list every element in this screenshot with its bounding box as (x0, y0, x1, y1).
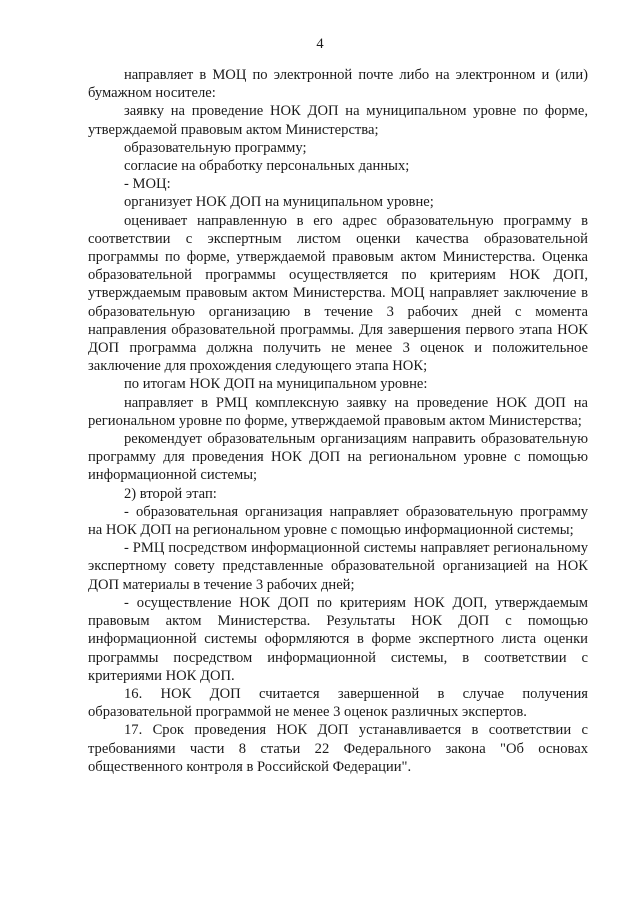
paragraph: - осуществление НОК ДОП по критериям НОК ДОП, утверждаемым правовым актом Министерства. Результаты НОК ДОП с помощью информационной системы оформляются в форме экспертного листа оценки программы посредством информационной системы, в соответствии с критериями НОК ДОП. (88, 594, 588, 684)
paragraph: оценивает направленную в его адрес образовательную программу в соответствии с экспертным листом оценки качества образовательной программы по форме, утверждаемой правовым актом Министерства. Оценка образовательной программы осуществляется по критериям НОК ДОП, утверждаемым правовым актом Министерства. МОЦ направляет заключение в образовательную организацию в течение 3 рабочих дней с момента направления образовательной программы. Для завершения первого этапа НОК ДОП программа должна получить не менее 3 оценок и положительное заключение для прохождения следующего этапа НОК; (88, 212, 588, 375)
paragraph: рекомендует образовательным организациям направить образовательную программу для проведения НОК ДОП на региональном уровне с помощью информационной системы; (88, 431, 588, 484)
document-body (88, 66, 588, 776)
paragraph: - образовательная организация направляет образовательную программу на НОК ДОП на региональном уровне с помощью информационной системы; (88, 503, 588, 539)
paragraph: 17. Срок проведения НОК ДОП устанавливается в соответствии с требованиями части 8 статьи 22 Федерального закона "Об основах общественного контроля в Российской Федерации". (88, 722, 588, 775)
paragraph: направляет в РМЦ комплексную заявку на проведение НОК ДОП на региональном уровне по форме, утверждаемой правовым актом Министерства; (88, 394, 588, 429)
paragraph: 16. НОК ДОП считается завершенной в случае получения образовательной программой не менее 3 оценок различных экспертов. (88, 685, 588, 721)
paragraph: организует НОК ДОП на муниципальном уровне; (124, 194, 434, 211)
paragraph: - РМЦ посредством информационной системы направляет региональному экспертному совету представленные образовательной организацией на НОК ДОП материалы в течение 3 рабочих дней; (88, 540, 588, 593)
paragraph: согласие на обработку персональных данных; (124, 158, 410, 175)
paragraph: направляет в МОЦ по электронной почте либо на электронном и (или) бумажном носителе: (88, 67, 588, 102)
paragraph: 2) второй этап: (124, 485, 217, 502)
paragraph: по итогам НОК ДОП на муниципальном уровне: (124, 376, 428, 393)
page-number: 4 (316, 36, 324, 52)
paragraph: образовательную программу; (124, 139, 307, 156)
paragraph: - МОЦ: (124, 176, 171, 193)
paragraph: заявку на проведение НОК ДОП на муниципальном уровне по форме, утверждаемой правовым актом Министерства; (88, 103, 588, 138)
